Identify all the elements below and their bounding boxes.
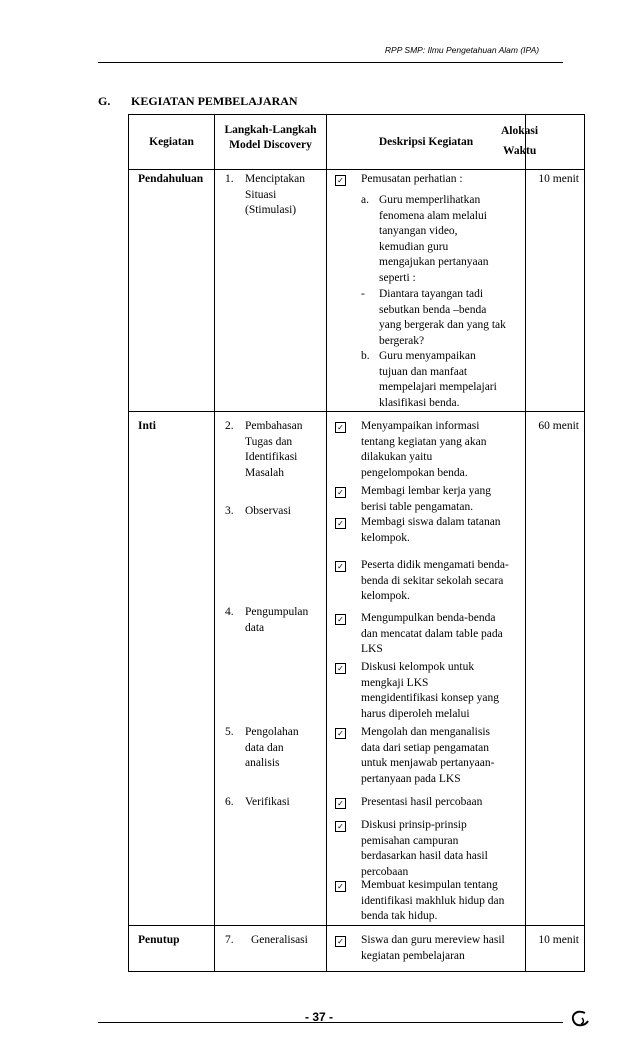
checkbox-checked-icon: ✓ [335, 518, 346, 529]
header-langkah-2: Model Discovery [229, 139, 312, 151]
text-line: Guru memperlihatkan [379, 194, 481, 206]
checkbox-checked-icon: ✓ [335, 821, 346, 832]
row-divider-inti [129, 925, 584, 926]
description-line: untuk menjawab pertanyaan- [361, 757, 495, 769]
step-number: 5. [225, 726, 234, 738]
activity-table [128, 114, 585, 972]
description-line: Membagi lembar kerja yang [361, 485, 491, 497]
description-item [361, 933, 505, 964]
step-number: 2. [225, 420, 234, 432]
description-subitem [379, 349, 497, 411]
col-divider-1 [214, 115, 215, 971]
description-line: Mengolah dan menganalisis [361, 726, 491, 738]
step-text-line: Tugas dan [245, 435, 293, 448]
checkbox-checked-icon: ✓ [335, 881, 346, 892]
section-letter: G. [98, 94, 111, 108]
description-line: Membuat kesimpulan tentang [361, 879, 498, 891]
text-line: Guru menyampaikan [379, 350, 476, 362]
text-line: kegiatan pembelajaran [361, 949, 465, 962]
text-line: fenomena alam melalui [379, 209, 487, 222]
description-line: benda tak hidup. [361, 910, 438, 922]
description-line: Membagi siswa dalam tatanan [361, 516, 501, 528]
checkbox-checked-icon: ✓ [335, 422, 346, 433]
header-rule [98, 62, 563, 63]
step-text-line: analisis [245, 757, 280, 769]
row-label-pendahuluan: Pendahuluan [138, 173, 204, 185]
row-label-inti: Inti [138, 420, 156, 432]
step-text: Generalisasi [251, 934, 308, 946]
step-number: 1. [225, 173, 234, 185]
description-line: Peserta didik mengamati benda- [361, 559, 509, 571]
time-allocation: 10 menit [538, 934, 579, 946]
text-line: kemudian guru [379, 240, 449, 253]
text-line: seperti : [379, 271, 416, 284]
checkbox-checked-icon: ✓ [335, 614, 346, 625]
checkbox-checked-icon: ✓ [335, 487, 346, 498]
text-line: Diantara tayangan tadi [379, 288, 484, 300]
description-line: data dari setiap pengamatan [361, 741, 490, 754]
header-alokasi-1: Alokasi [501, 125, 539, 137]
footer-rule [98, 1022, 563, 1023]
description-line: Diskusi prinsip-prinsip [361, 819, 467, 831]
description-line: kelompok. [361, 590, 410, 602]
text-line: mempelajari mempelajari [379, 381, 497, 393]
step-line: (Stimulasi) [245, 204, 297, 216]
header-kegiatan: Kegiatan [149, 136, 194, 148]
row-divider-pendahuluan [129, 411, 584, 412]
text-line: bergerak? [379, 334, 425, 347]
step-text-line: Identifikasi [245, 451, 298, 463]
description-line: LKS [361, 643, 383, 655]
step-text-line: Verifikasi [245, 796, 290, 808]
description-line: pemisahan campuran [361, 834, 459, 847]
header-deskripsi: Deskripsi Kegiatan [378, 136, 474, 148]
checkbox-checked-icon: ✓ [335, 175, 346, 186]
description-line: Presentasi hasil percobaan [361, 796, 483, 808]
description-line: Diskusi kelompok untuk [361, 661, 475, 673]
description-line: berisi table pengamatan. [361, 500, 474, 513]
checkbox-checked-icon: ✓ [335, 936, 346, 947]
text-line: mengajukan pertanyaan [379, 256, 489, 268]
col-divider-3 [525, 115, 526, 971]
step-text-line: Pengolahan [245, 726, 299, 738]
list-marker: b. [361, 350, 370, 362]
text-line: sebutkan benda –benda [379, 303, 487, 316]
section-title: KEGIATAN PEMBELAJARAN [131, 94, 298, 108]
time-allocation: 60 menit [538, 420, 579, 432]
description-line: berdasarkan hasil data hasil [361, 850, 488, 862]
step-text-line: Pengumpulan [245, 606, 309, 618]
list-marker: - [361, 288, 365, 300]
description-item: Pemusatan perhatian : [361, 173, 463, 185]
step-number: 6. [225, 796, 234, 808]
description-line: dan mencatat dalam table pada [361, 627, 503, 640]
step-text-line: Pembahasan [245, 420, 303, 432]
step-text-line: Observasi [245, 505, 291, 517]
description-line: tentang kegiatan yang akan [361, 435, 487, 448]
checkbox-checked-icon: ✓ [335, 798, 346, 809]
text-line: klasifikasi benda. [379, 396, 460, 409]
step-number: 4. [225, 606, 234, 618]
description-line: dilakukan yaitu [361, 451, 433, 463]
description-line: benda di sekitar sekolah secara [361, 574, 504, 587]
description-line: mengkaji LKS [361, 676, 429, 689]
checkbox-checked-icon: ✓ [335, 728, 346, 739]
step-text [245, 172, 305, 219]
step-text-line: Masalah [245, 466, 284, 479]
col-divider-2 [326, 115, 327, 971]
step-line: Situasi [245, 188, 277, 201]
step-line: Menciptakan [245, 173, 306, 185]
description-subitem [379, 193, 489, 286]
text-line: tanyangan video, [379, 225, 458, 237]
description-line: kelompok. [361, 531, 410, 544]
section-heading [98, 94, 298, 109]
description-line: pengelompokan benda. [361, 466, 468, 479]
text-line: yang bergerak dan yang tak [379, 319, 506, 331]
description-line: identifikasi makhluk hidup dan [361, 894, 505, 907]
text-line: Siswa dan guru mereview hasil [361, 934, 505, 946]
text-line: tujuan dan manfaat [379, 365, 468, 378]
row-divider-header [129, 169, 584, 170]
description-line: Menyampaikan informasi [361, 420, 480, 432]
list-marker: a. [361, 194, 369, 206]
swirl-logo-icon [569, 1009, 591, 1029]
header-alokasi-2: Waktu [503, 145, 537, 157]
checkbox-checked-icon: ✓ [335, 561, 346, 572]
step-number: 3. [225, 505, 234, 517]
page-header: RPP SMP: Ilmu Pengetahuan Alam (IPA) [384, 45, 540, 55]
description-line: mengidentifikasi konsep yang [361, 692, 499, 704]
description-line: pertanyaan pada LKS [361, 772, 461, 785]
step-text-line: data dan [245, 741, 284, 754]
description-line: harus diperoleh melalui [361, 707, 470, 720]
time-allocation: 10 menit [538, 173, 579, 185]
row-label-penutup: Penutup [138, 934, 180, 946]
step-text-line: data [245, 621, 265, 634]
header-langkah-1: Langkah-Langkah [224, 124, 317, 136]
description-line: percobaan [361, 865, 409, 878]
step-number: 7. [225, 934, 234, 946]
description-line: Mengumpulkan benda-benda [361, 612, 496, 624]
description-subitem [379, 287, 506, 349]
checkbox-checked-icon: ✓ [335, 663, 346, 674]
page-number: - 37 - [304, 1010, 333, 1024]
